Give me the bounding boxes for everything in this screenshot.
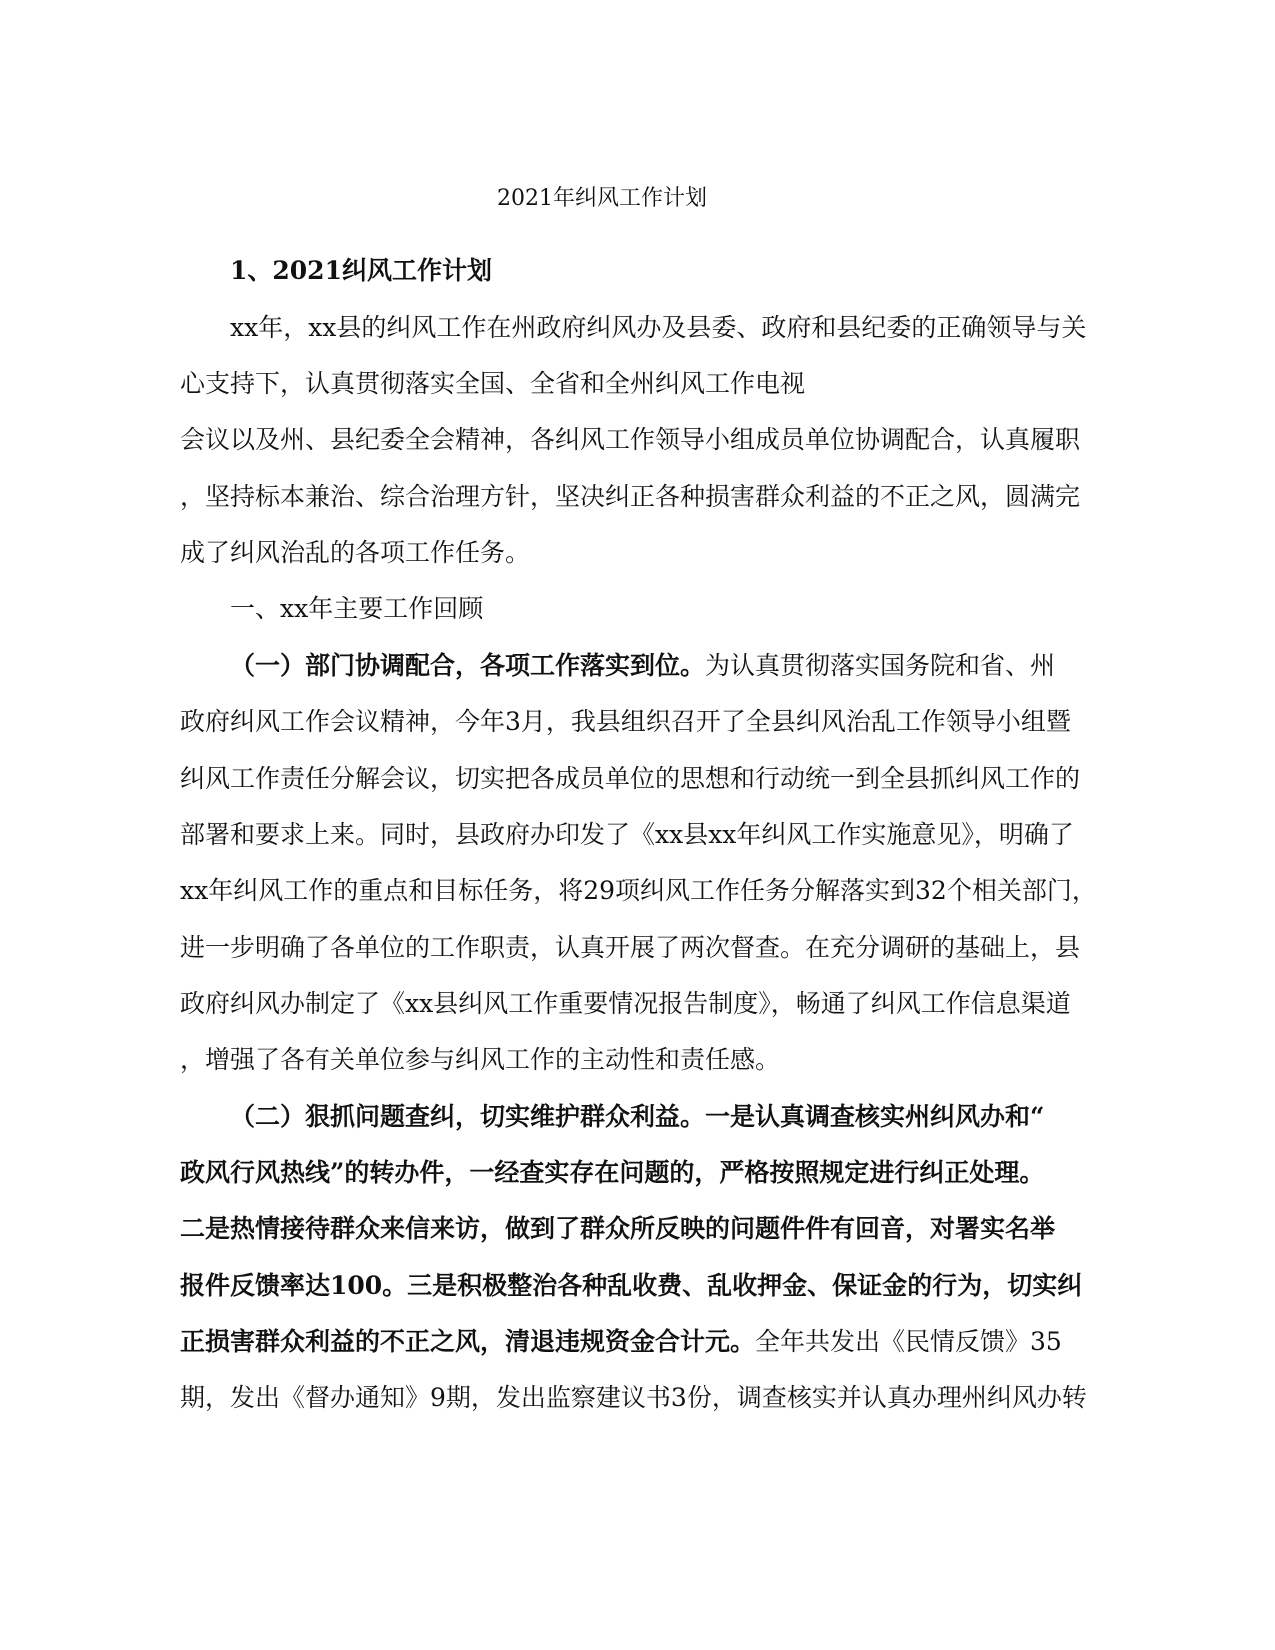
paragraph-line: 进一步明确了各单位的工作职责，认真开展了两次督查。在充分调研的基础上，县 <box>180 933 1081 962</box>
paragraph-line: 纠风工作责任分解会议，切实把各成员单位的思想和行动统一到全县抓纠风工作的 <box>180 764 1081 793</box>
paragraph-line <box>180 1327 1062 1357</box>
paragraph-line: 政风行风热线”的转办件，一经查实存在问题的，严格按照规定进行纠正处理。 <box>180 1158 1045 1187</box>
paragraph-line: 期，发出《督办通知》9期，发出监察建议书3份，调查核实并认真办理州纠风办转 <box>180 1383 1087 1412</box>
paragraph-line: 会议以及州、县纪委全会精神，各纠风工作领导小组成员单位协调配合，认真履职 <box>180 425 1081 454</box>
paragraph-line <box>230 651 1055 681</box>
paragraph-line: ，增强了各有关单位参与纠风工作的主动性和责任感。 <box>180 1045 781 1074</box>
paragraph-line: （二）狠抓问题查纠，切实维护群众利益。一是认真调查核实州纠风办和“ <box>230 1102 1045 1131</box>
bold-lead: （一）部门协调配合，各项工作落实到位。 <box>230 651 706 680</box>
paragraph-line: 心支持下，认真贯彻落实全国、全省和全州纠风工作电视 <box>180 369 806 398</box>
paragraph-line: 二是热情接待群众来信来访，做到了群众所反映的问题件件有回音，对署实名举 <box>180 1214 1056 1243</box>
bold-segment: 正损害群众利益的不正之风，清退违规资金合计元。 <box>180 1327 756 1356</box>
paragraph-line: ，坚持标本兼治、综合治理方针，坚决纠正各种损害群众利益的不正之风，圆满完 <box>180 482 1081 511</box>
line-rest: 全年共发出《民情反馈》35 <box>755 1327 1062 1356</box>
line-rest: 为认真贯彻落实国务院和省、州 <box>705 651 1056 680</box>
subsection-heading: 一、xx年主要工作回顾 <box>230 594 484 623</box>
paragraph-line: 政府纠风办制定了《xx县纠风工作重要情况报告制度》，畅通了纠风工作信息渠道 <box>180 989 1071 1018</box>
paragraph-line: xx年纠风工作的重点和目标任务，将29项纠风工作任务分解落实到32个相关部门， <box>180 876 1097 905</box>
paragraph-line: xx年，xx县的纠风工作在州政府纠风办及县委、政府和县纪委的正确领导与关 <box>230 313 1087 342</box>
document-title: 2021年纠风工作计划 <box>497 186 707 211</box>
paragraph-line: 成了纠风治乱的各项工作任务。 <box>180 538 531 567</box>
paragraph-line: 部署和要求上来。同时，县政府办印发了《xx县xx年纠风工作实施意见》，明确了 <box>180 820 1074 849</box>
section-heading: 1、2021纠风工作计划 <box>230 256 492 285</box>
paragraph-line: 政府纠风工作会议精神，今年3月，我县组织召开了全县纠风治乱工作领导小组暨 <box>180 707 1071 736</box>
paragraph-line: 报件反馈率达100。三是积极整治各种乱收费、乱收押金、保证金的行为，切实纠 <box>180 1271 1083 1300</box>
